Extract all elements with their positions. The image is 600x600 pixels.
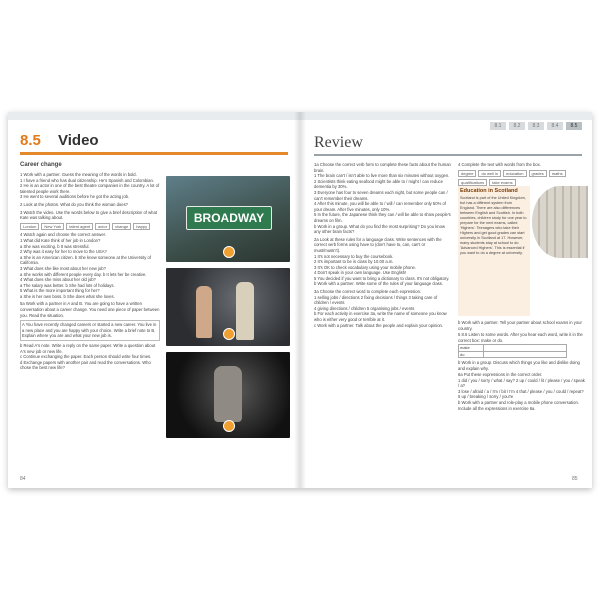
unit-tabs <box>490 122 582 130</box>
exam-hall-photo <box>532 186 588 258</box>
exercise-line: a She was exciting. b It was stressful. <box>20 243 90 249</box>
unit-number: 8.5 <box>20 132 41 149</box>
word-chip: actor <box>95 223 110 231</box>
scotland-text: Scotland is part of the United Kingdom, but has a different system from England. There are also differences between English and Scottish. In both countries, children study for one year to prepare for the next exams, called 'Highers'. Teenagers who take their Highers and get good grades can start university in Scotland at 17. However, many students stay at school to do 'Advanced Highers'. This is essential if you want to do a degree at university. <box>460 196 527 255</box>
tab-8-3[interactable]: 8.3 <box>528 122 544 130</box>
exercise-line: b For each activity in exercise 3a, write the name of someone you know who is either very good or terrible at it. <box>314 311 447 323</box>
exercise-line: 3 Everyone has four to seven dreams each night, but some people can / can't remember their dreams. <box>314 189 448 201</box>
exercise-line: 1 What did Kate think of her job in London? <box>20 237 101 243</box>
left-page-number: 84 <box>20 476 26 482</box>
exercise-line: d Exchange papers with another pair and read the conversations. Who chose the best new life? <box>20 359 151 371</box>
exercise-line: 5 What is the more important thing for her? <box>20 288 100 294</box>
review-left-column <box>314 162 452 472</box>
exercise-line: 4 giving directions / children 5 organising jobs / events <box>314 305 415 311</box>
word-chip: take exams <box>489 179 515 186</box>
exercise-line: b Read A's note. Write a reply on the same paper. Write a question about A's new job or new life. <box>20 343 156 354</box>
book-gutter <box>294 112 306 488</box>
broadway-photo[interactable] <box>166 176 290 262</box>
exercise-line: 5 up / breaking / sorry / you're <box>458 394 514 400</box>
situation-box: A You have recently changed careers or started a new career. You live in a new place and you are happy with your choice. Write a brief note to B. Explain where you are and what your new job is. <box>20 320 160 341</box>
exercise-line: a She is her own boss. b She does what she loves. <box>20 293 115 299</box>
exercise-line: 1 did / you / sorry / what / say? 2 up / could / lit / please / you / speak / a? <box>458 377 585 389</box>
woman-figure <box>196 286 212 338</box>
do-cell: do <box>459 351 484 358</box>
right-page-top-band <box>300 112 592 120</box>
exercise-line: 5 In the future, the Japanese think they can / will be able to show people's dreams on film. <box>314 212 451 223</box>
exercise-line: 5 You decided if you want to bring a dictionary to class. It's not obligatory. <box>314 275 450 281</box>
play-icon[interactable] <box>223 420 235 432</box>
exercise-line: 2 It's important to be in class by 10.00 a.m. <box>314 259 394 265</box>
tab-8-5[interactable]: 8.5 <box>566 122 582 130</box>
word-chip: grades <box>529 170 547 177</box>
exercise-line: 4 What does she miss about her old job? <box>20 277 96 283</box>
exercise-line: 3 He went to several auditions before he got the acting job. <box>20 194 130 200</box>
textbook-spread <box>8 112 592 488</box>
exercise-line: 3 lose / afraid / a / I'm / bit / I'm 4 that / please / you / could / repeat? <box>458 388 584 394</box>
unit-title: Video <box>58 132 99 149</box>
exercise-line: 2 Scientists think eating seafood might be able to / might / can reduce dementia by 30%. <box>314 178 443 190</box>
word-chip: maths <box>549 170 566 177</box>
man-figure <box>236 282 254 340</box>
play-icon[interactable] <box>223 246 235 258</box>
review-underline <box>314 154 582 156</box>
right-page <box>300 112 592 488</box>
exercise-4b: b Work with a partner. Tell your partner about school exams in your country. <box>458 320 582 331</box>
exercise-line: 4 Don't speak in your own language. Use English! <box>314 270 407 276</box>
left-page <box>8 112 300 488</box>
exercise-line: c Continue exchanging the paper. Each person should write four times. <box>20 354 152 360</box>
left-page-top-band <box>8 112 300 120</box>
street-sign-text: BROADWAY <box>193 211 265 225</box>
exercise-5b: b Work in a group. Discuss which things you like and dislike doing and explain why. <box>458 360 580 371</box>
word-chip: qualifications <box>458 179 487 186</box>
exercise-line: a She is an American citizen. b She knew someone at the University of California. <box>20 254 152 266</box>
word-chip: talent agent <box>66 223 93 231</box>
exercise-line: b Work with a partner. Write some of the rules of your language class. <box>314 281 444 287</box>
tab-8-2[interactable]: 8.2 <box>509 122 525 130</box>
exercise-line: b Work in a group. What do you find the most surprising? Do you know any other brain facts? <box>314 223 445 235</box>
exercise-6a <box>458 372 586 442</box>
word-chip: London <box>20 223 39 231</box>
exercise-line: 2a Look at these rules for a language class. Write sentences with the correct verb forms using have to (don't have to, can, can't or must/mustn't). <box>314 236 442 253</box>
tab-8-1[interactable]: 8.1 <box>490 122 506 130</box>
exercise-line: c Work with a partner. Talk about the people and explain your opinion. <box>314 322 444 328</box>
exercise-line: 1 It's not necessary to buy the coursebook. <box>314 253 394 259</box>
word-chip: do well in <box>478 170 501 177</box>
word-chip: degree <box>458 170 476 177</box>
review-title: Review <box>314 134 363 151</box>
make-cell: make <box>459 345 484 352</box>
word-chip: happy <box>133 223 150 231</box>
make-do-table <box>458 344 567 358</box>
exercise-line: 1 Work with a partner. Guess the meaning of the words in bold. <box>20 172 137 177</box>
seated-woman-figure <box>214 366 242 422</box>
stage-photo[interactable] <box>166 352 290 438</box>
exercise-line: 3 It's OK to check vocabulary using your mobile phone. <box>314 264 417 270</box>
title-underline <box>20 152 288 155</box>
exercise-4-instruction: 4 Complete the text with words from the box. <box>458 162 541 167</box>
exercise-line: 3a Choose the correct word to complete each expression. <box>314 289 422 295</box>
exercise-line: a She works with different people every day. b It lets her be creative. <box>20 271 147 277</box>
exercise-line: 3 Watch the video. Use the words below to give a brief description of what Kate was talking about. <box>20 209 157 221</box>
exercise-line: a The salary was better. b She had lots of holidays. <box>20 282 115 288</box>
play-icon[interactable] <box>223 328 235 340</box>
exercise-line: 3 What does she like most about her new job? <box>20 265 106 271</box>
exercise-line: 2 He is an actor in one of the best theatre companies in the country. A lot of talented people work there. <box>20 183 160 194</box>
word-chips <box>20 223 160 231</box>
section-heading: Career change <box>20 162 62 168</box>
exercise-line: 2 Look at the photos. What do you think the woman does? <box>20 201 129 207</box>
tab-8-4[interactable]: 8.4 <box>547 122 563 130</box>
word-chip: New York <box>41 223 64 231</box>
left-exercises <box>20 172 160 472</box>
exercise-line: 6a Put these expressions in the correct order. <box>458 372 543 377</box>
exercise-line: 2 Why was it easy for her to move to the USA? <box>20 249 107 255</box>
word-chip: education <box>503 170 526 177</box>
exercise-line: 4 Watch again and choose the correct answer. <box>20 232 106 238</box>
word-box <box>458 170 586 186</box>
exercise-line: 1a Choose the correct verb form to complete these facts about the human brain. <box>314 162 451 173</box>
exercise-line: 5a Work with a partner in A and B. You are going to have a written conversation about a career change. You need one piece of paper between you. Read the situation. <box>20 301 160 318</box>
exercise-line: 1 selling jobs / directions 2 fixing decisions / things 3 taking care of children / events <box>314 294 438 306</box>
exercise-line: b Work with a partner and role-play a mobile phone conversation. Include all the expressions in exercise 6a. <box>458 399 579 411</box>
handshake-photo[interactable] <box>166 268 290 346</box>
word-chip: change <box>112 223 131 231</box>
scotland-title: Education in Scotland <box>460 188 518 194</box>
exercise-line: 1 I have a friend who has dual citizenship. He's Spanish and Colombian. <box>20 177 154 183</box>
exercise-5a: 5 8.5 Listen to some words. After you hear each word, write it in the correct box: make or do. <box>458 332 583 343</box>
exercise-line: 4 After this minute, you will be able to / will / can remember only 50% of your dream. After five minutes, only 10%. <box>314 201 446 212</box>
street-sign <box>186 206 272 230</box>
right-page-number: 85 <box>572 476 578 482</box>
exercise-line: 1 The brain can't / isn't able to live more than six minutes without oxygen. <box>314 173 450 179</box>
